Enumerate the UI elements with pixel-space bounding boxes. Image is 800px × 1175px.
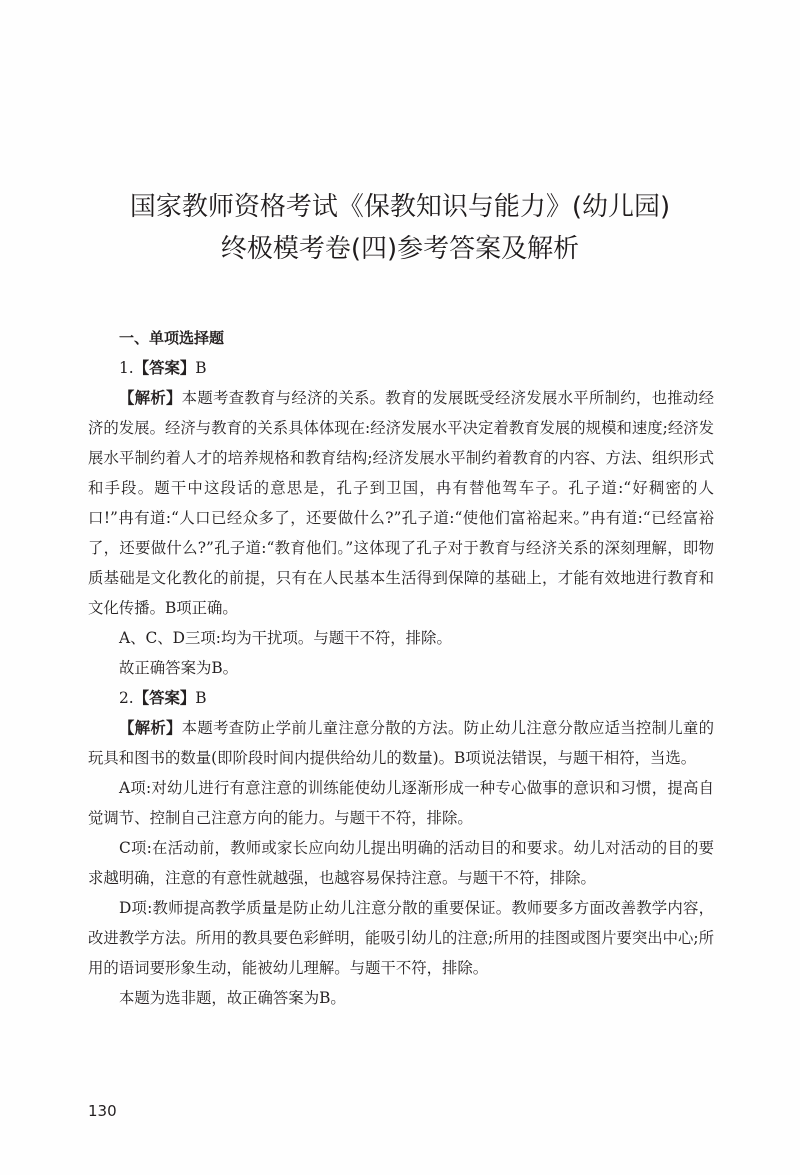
- question-1-analysis-label: 【解析】: [119, 389, 182, 407]
- question-1-number: 1.: [119, 359, 134, 377]
- question-1-conclusion: 故正确答案为B。: [119, 659, 239, 677]
- question-2-answer-value: B: [195, 689, 207, 707]
- question-1-analysis-text: 本题考查教育与经济的关系。教育的发展既受经济发展水平所制约，也推动经济的发展。经济与教育的关系具体体现在:经济发展水平决定着教育发展的规模和速度;经济发展水平制约着人才的培养规格和教育结构;经济发展水平制约着教育的内容、方法、组织形式和手段。题干中这段话的意思是，孔子到卫国，冉有替他驾车子。孔子道:“好稠密的人口!”冉有道:“人口已经众多了，还要做什么?”孔子道:“使他们富裕起来。”冉有道:“已经富裕了，还要做什么?”孔子道:“教育他们。”这体现了孔子对于教育与经济关系的深刻理解，即物质基础是文化教化的前提，只有在人民基本生活得到保障的基础上，才能有效地进行教育和文化传播。B项正确。: [88, 389, 714, 617]
- question-1-analysis: [88, 383, 714, 623]
- question-2-answer-label: 【答案】: [133, 689, 196, 707]
- question-2-option-a: A项:对幼儿进行有意注意的训练能使幼儿逐渐形成一种专心做事的意识和习惯，提高自觉调节、控制自己注意方向的能力。与题干不符，排除。: [88, 779, 714, 827]
- answer-content: [88, 323, 714, 1013]
- page-number: 130: [88, 1102, 117, 1120]
- section-heading: 一、单项选择题: [119, 329, 225, 347]
- page-title: [0, 186, 800, 270]
- question-2-answer: [88, 683, 714, 713]
- title-line-1: 国家教师资格考试《保教知识与能力》(幼儿园): [129, 192, 671, 222]
- question-2-number: 2.: [119, 689, 134, 707]
- title-line-2: 终极模考卷(四)参考答案及解析: [220, 234, 580, 264]
- question-2-analysis-label: 【解析】: [119, 719, 182, 737]
- question-2-option-d: D项:教师提高教学质量是防止幼儿注意分散的重要保证。教师要多方面改善教学内容，改进教学方法。所用的教具要色彩鲜明，能吸引幼儿的注意;所用的挂图或图片要突出中心;所用的语词要形象生动，能被幼儿理解。与题干不符，排除。: [88, 899, 714, 977]
- question-1-answer-label: 【答案】: [133, 359, 196, 377]
- question-2-option-c: C项:在活动前，教师或家长应向幼儿提出明确的活动目的和要求。幼儿对活动的目的要求越明确，注意的有意性就越强，也越容易保持注意。与题干不符，排除。: [88, 839, 714, 887]
- question-2-analysis: [88, 713, 714, 773]
- question-1-note-1: A、C、D三项:均为干扰项。与题干不符，排除。: [119, 629, 452, 647]
- question-2-conclusion: 本题为选非题，故正确答案为B。: [119, 989, 346, 1007]
- question-2-analysis-text: 本题考查防止学前儿童注意分散的方法。防止幼儿注意分散应适当控制儿童的玩具和图书的数量(即阶段时间内提供给幼儿的数量)。B项说法错误，与题干相符，当选。: [88, 719, 714, 767]
- question-1-answer: [88, 353, 714, 383]
- question-1-answer-value: B: [195, 359, 207, 377]
